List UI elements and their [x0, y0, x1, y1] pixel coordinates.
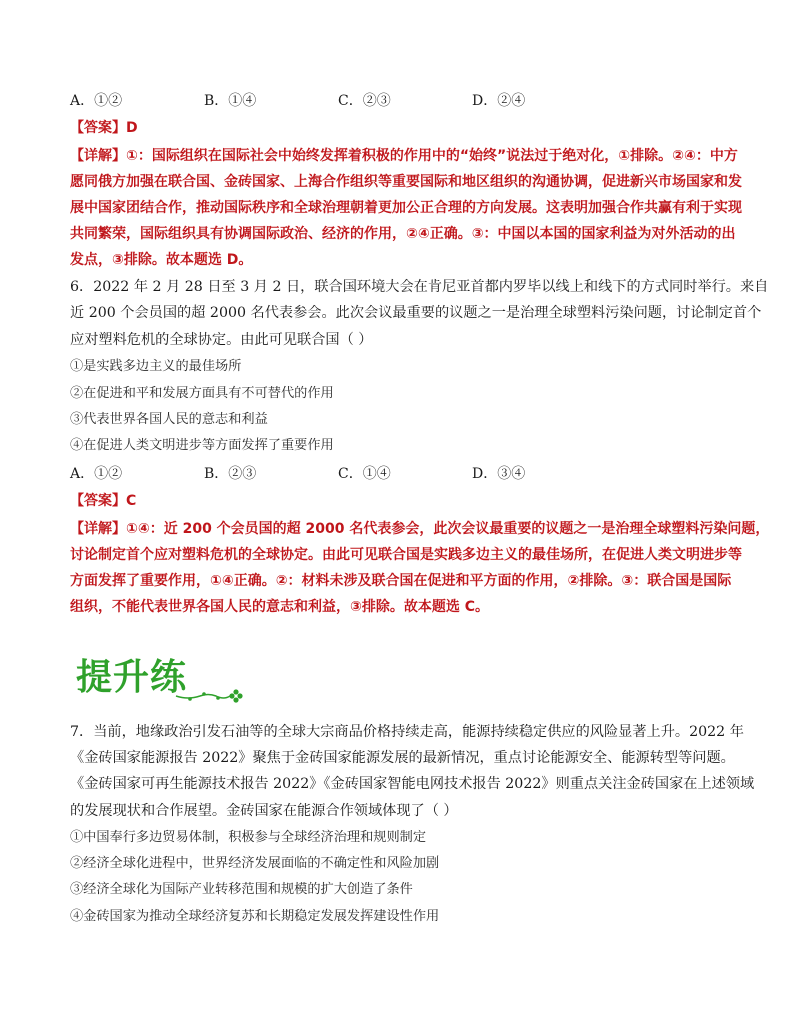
vine-decoration-icon: [76, 656, 256, 706]
q7-stem-line-4: 的发展现状和合作展望。金砖国家在能源合作领域体现了（ ）: [70, 803, 458, 819]
answer-value: D: [126, 120, 138, 136]
q6-detail-line-3: 方面发挥了重要作用，①④正确。②：材料未涉及联合国在促进和平方面的作用，②排除。③：联合国是国际: [70, 573, 732, 589]
q6-option-c: C．①④: [338, 466, 391, 482]
q7-stem-line-1: 7．当前，地缘政治引发石油等的全球大宗商品价格持续走高，能源持续稳定供应的风险显著上升。2022 年: [70, 724, 744, 740]
detail-text: ①：国际组织在国际社会中始终发挥着积极的作用中的“始终”说法过于绝对化，①排除。②④：中方: [126, 148, 738, 164]
q5-answer: [70, 118, 138, 138]
detail-tag: 【详解】: [70, 521, 126, 537]
q5-option-a: A．①②: [70, 93, 123, 109]
q5-detail-line-1: [70, 146, 738, 166]
q5-detail-line-3: 展中国家团结合作，推动国际秩序和全球治理朝着更加公正合理的方向发展。这表明加强合作共赢有利于实现: [70, 200, 742, 216]
q7-item-3: ③经济全球化为国际产业转移范围和规模的扩大创造了条件: [70, 882, 413, 897]
q7-stem-line-2: 《金砖国家能源报告 2022》聚焦于金砖国家能源发展的最新情况，重点讨论能源安全、能源转型等问题。: [70, 750, 735, 766]
q6-detail-line-2: 讨论制定首个应对塑料危机的全球协定。由此可见联合国是实践多边主义的最佳场所，在促进人类文明进步等: [70, 547, 742, 563]
q5-detail-line-4: 共同繁荣，国际组织具有协调国际政治、经济的作用，②④正确。③：中国以本国的国家利益为对外活动的出: [70, 226, 736, 242]
section-logo: [76, 656, 256, 706]
q6-option-b: B．②③: [204, 466, 257, 482]
q7-item-2: ②经济全球化进程中，世界经济发展面临的不确定性和风险加剧: [70, 856, 440, 871]
q7-item-1: ①中国奉行多边贸易体制，积极参与全球经济治理和规则制定: [70, 830, 427, 845]
q5-option-c: C．②③: [338, 93, 391, 109]
q5-detail-line-2: 愿同俄方加强在联合国、金砖国家、上海合作组织等重要国际和地区组织的沟通协调，促进新兴市场国家和发: [70, 174, 742, 190]
q5-detail-line-5: 发点，③排除。故本题选 D。: [70, 252, 253, 268]
q6-detail-line-4: 组织，不能代表世界各国人民的意志和利益，③排除。故本题选 C。: [70, 599, 490, 615]
answer-tag: 【答案】: [70, 120, 126, 136]
q6-detail-line-1: [70, 519, 769, 539]
detail-tag: 【详解】: [70, 148, 126, 164]
q7-item-4: ④金砖国家为推动全球经济复苏和长期稳定发展发挥建设性作用: [70, 909, 440, 924]
q6-option-a: A．①②: [70, 466, 123, 482]
q6-item-3: ③代表世界各国人民的意志和利益: [70, 412, 268, 427]
q6-answer: [70, 491, 136, 511]
q6-option-d: D．③④: [472, 466, 526, 482]
q5-option-b: B．①④: [204, 93, 257, 109]
q6-item-4: ④在促进人类文明进步等方面发挥了重要作用: [70, 438, 334, 453]
q7-stem-line-3: 《金砖国家可再生能源技术报告 2022》《金砖国家智能电网技术报告 2022》则重点关注金砖国家在上述领域: [70, 776, 755, 792]
section-logo-text: 提升练: [76, 657, 188, 698]
answer-value: C: [126, 493, 137, 509]
q6-item-2: ②在促进和平和发展方面具有不可替代的作用: [70, 386, 334, 401]
q6-stem-line-3: 应对塑料危机的全球协定。由此可见联合国（ ）: [70, 332, 373, 348]
q6-stem-line-2: 近 200 个会员国的超 2000 名代表参会。此次会议最重要的议题之一是治理全球塑料污染问题，讨论制定首个: [70, 305, 762, 321]
q6-stem-line-1: 6．2022 年 2 月 28 日至 3 月 2 日，联合国环境大会在肯尼亚首都内罗毕以线上和线下的方式同时举行。来自: [70, 279, 769, 295]
detail-text: ①④：近 200 个会员国的超 2000 名代表参会，此次会议最重要的议题之一是治理全球塑料污染问题，: [126, 521, 770, 537]
answer-tag: 【答案】: [70, 493, 126, 509]
q5-option-d: D．②④: [472, 93, 526, 109]
q6-item-1: ①是实践多边主义的最佳场所: [70, 359, 242, 374]
